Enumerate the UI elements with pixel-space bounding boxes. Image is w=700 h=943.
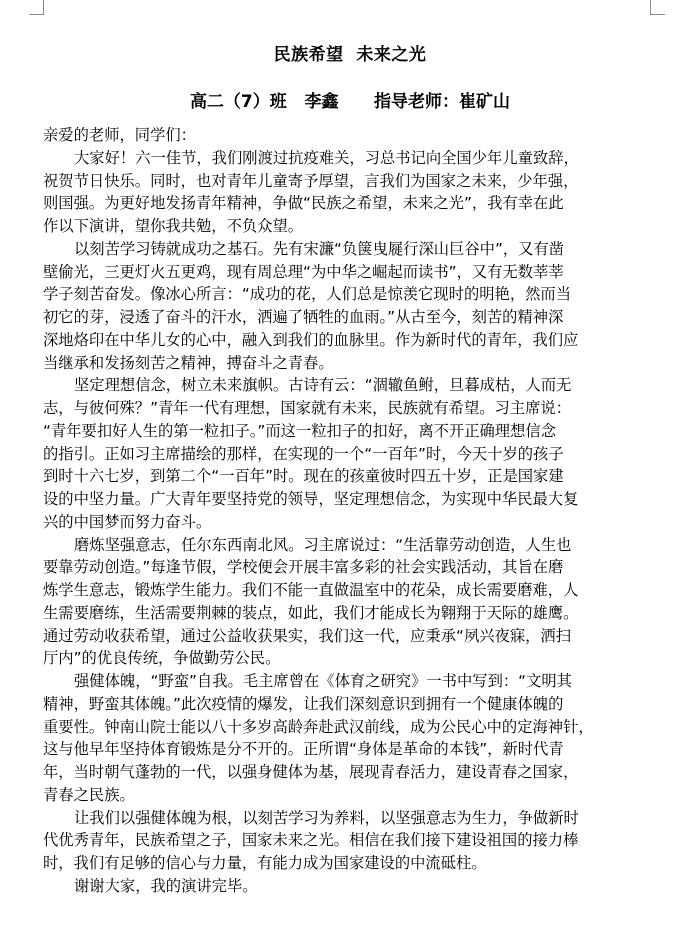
text-line: 重要性。钟南山院士能以八十多岁高龄奔赴武汉前线，成为公民心中的定海神针， — [43, 717, 594, 736]
text-line: 到时十六七岁，到第二个“一百年”时。现在的孩童彼时四五十岁，正是国家建 — [43, 467, 564, 486]
page-corner-mark-top-right — [650, 0, 665, 15]
text-line: 当继承和发扬刻苦之精神，搏奋斗之青春。 — [43, 353, 334, 372]
text-line: 年，当时朝气蓬勃的一代，以强身健体为基，展现青春活力，建设青春之国家， — [43, 763, 579, 781]
text-line: 学子刻苦奋发。像冰心所言：“成功的花，人们总是惊羡它现时的明艳，然而当 — [43, 285, 572, 304]
document-subtitle: 高二（7）班 李鑫 指导老师：崔矿山 — [189, 92, 511, 112]
text-line: 兴的中国梦而努力奋斗。 — [43, 512, 212, 531]
text-line: 磨炼坚强意志，任尔东西南北风。习主席说过：“生活靠劳动创造，人生也 — [74, 535, 572, 554]
text-line: 这与他早年坚持体育锻炼是分不开的。正所谓“身体是革命的本钱”，新时代青 — [43, 740, 564, 759]
text-line: “青年要扣好人生的第一粒扣子。”而这一粒扣子的扣好，离不开正确理想信念 — [43, 421, 556, 440]
page-corner-mark-top-left — [29, 0, 44, 15]
text-line: 通过劳动收获希望，通过公益收获果实，我们这一代，应秉承“夙兴夜寐，洒扫 — [43, 626, 572, 645]
document-body — [43, 124, 671, 898]
text-line: 要靠劳动创造。”每逢节假，学校便会开展丰富多彩的社会实践活动，其旨在磨 — [43, 558, 564, 577]
text-line: 祝贺节日快乐。同时，也对青年儿童寄予厚望，言我们为国家之未来，少年强， — [43, 171, 579, 190]
text-line: 的指引。正如习主席描绘的那样，在实现的一个“一百年”时，今天十岁的孩子 — [43, 444, 564, 463]
text-line: 厅内”的优良传统，争做勤劳公民。 — [43, 649, 281, 668]
document-title: 民族希望 未来之光 — [273, 45, 427, 65]
text-line: 谢谢大家，我的演讲完毕。 — [74, 876, 258, 895]
text-line: 时，我们有足够的信心与力量，有能力成为国家建设的中流砥柱。 — [43, 854, 487, 872]
text-line: 作以下演讲，望你我共勉，不负众望。 — [43, 217, 304, 235]
text-line: 青春之民族。 — [43, 785, 135, 804]
text-line: 亲爱的老师，同学们： — [43, 126, 196, 144]
text-line: 初它的芽，浸透了奋斗的汗水，洒遍了牺牲的血雨。”从古至今，刻苦的精神深 — [43, 308, 564, 326]
text-line: 炼学生意志，锻炼学生能力。我们不能一直做温室中的花朵，成长需要磨难，人 — [43, 581, 579, 599]
text-line: 则国强。为更好地发扬青年精神，争做“民族之希望，未来之光”，我有幸在此 — [43, 194, 564, 213]
text-line: 志，与彼何殊？”青年一代有理想，国家就有未来，民族就有希望。习主席说： — [43, 399, 572, 417]
text-line: 深地烙印在中华儿女的心中，融入到我们的血脉里。作为新时代的青年，我们应 — [43, 330, 579, 349]
text-line: 让我们以强健体魄为根，以刻苦学习为养料，以坚强意志为生力，争做新时 — [74, 808, 579, 827]
text-line: 大家好！六一佳节，我们刚渡过抗疫难关，习总书记向全国少年儿童致辞， — [74, 148, 579, 167]
text-line: 坚定理想信念，树立未来旗帜。古诗有云：“涸辙鱼鲋，旦暮成枯，人而无 — [74, 376, 572, 395]
text-line: 代优秀青年，民族希望之子，国家未来之光。相信在我们接下建设祖国的接力棒 — [43, 831, 579, 850]
text-line: 壁偷光，三更灯火五更鸡，现有周总理“为中华之崛起而读书”，又有无数莘莘 — [43, 262, 564, 281]
text-line: 生需要磨练，生活需要荆棘的装点，如此，我们才能成长为翱翔于天际的雄鹰。 — [43, 603, 579, 622]
text-line: 以刻苦学习铸就成功之基石。先有宋濂“负箧曳屣行深山巨谷中”，又有凿 — [74, 239, 565, 258]
text-line: 强健体魄，“野蛮”自我。毛主席曾在《体育之研究》一书中写到：“文明其 — [74, 672, 572, 690]
text-line: 精神，野蛮其体魄。”此次疫情的爆发，让我们深刻意识到拥有一个健康体魄的 — [43, 694, 564, 713]
text-line: 设的中坚力量。广大青年要坚持党的领导，坚定理想信念，为实现中华民最大复 — [43, 490, 579, 508]
